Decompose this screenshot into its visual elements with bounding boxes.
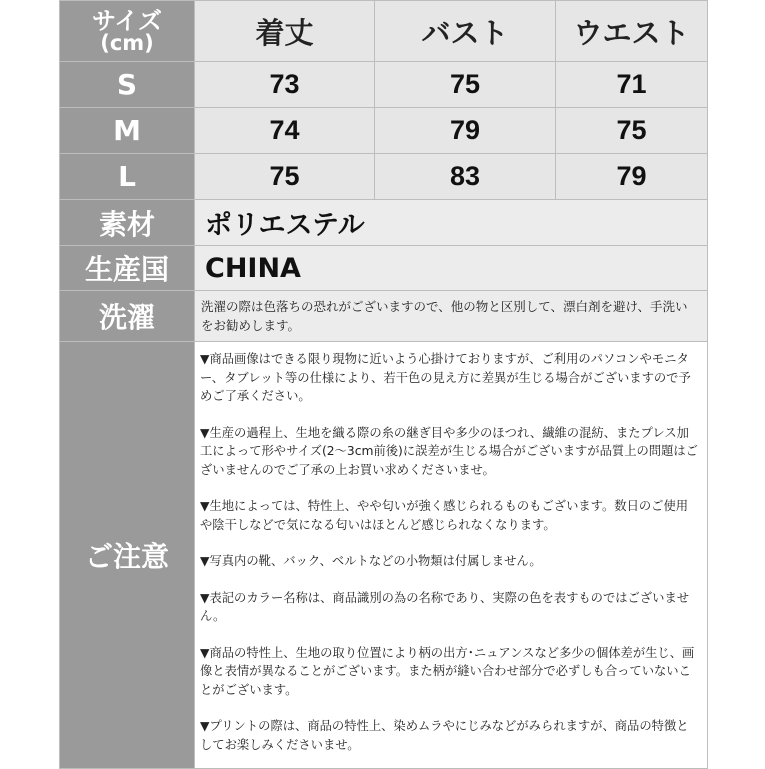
origin-row xyxy=(60,246,708,291)
note-item: ▼プリントの際は、商品の特性上、染めムラやにじみなどがみられますが、商品の特徴としてお楽しみくださいませ。 xyxy=(200,719,689,752)
note-item: ▼商品画像はできる限り現物に近いよう心掛けておりますが、ご利用のパソコンやモニター、タブレット等の仕様により、若干色の見え方に差異が生じる場合がございますので予めご了承ください。 xyxy=(200,352,691,403)
size-label: M xyxy=(60,108,195,154)
notes-row xyxy=(60,342,708,769)
notes-list xyxy=(195,342,708,769)
material-row xyxy=(60,200,708,246)
washing-text: 洗濯の際は色落ちの恐れがございますので、他の物と区別して、漂白剤を避け、手洗いをお勧めします。 xyxy=(195,291,708,342)
column-header-waist: ウエスト xyxy=(556,1,708,62)
size-unit-label: (cm) xyxy=(100,30,154,55)
bust-value: 79 xyxy=(375,108,556,154)
bust-value: 83 xyxy=(375,154,556,200)
material-label: 素材 xyxy=(60,200,195,246)
length-value: 75 xyxy=(195,154,375,200)
note-item: ▼写真内の靴、バック、ベルトなどの小物類は付属しません。 xyxy=(200,554,542,568)
note-item: ▼商品の特性上、生地の取り位置により柄の出方･ニュアンスなど多少の個体差が生じ、画像と表情が異なることがございます。また柄が縫い合わせ部分で必ずしも合っていないことがございます。 xyxy=(200,645,695,697)
table-row xyxy=(60,154,708,200)
origin-value: CHINA xyxy=(195,246,708,291)
note-item: ▼生産の過程上、生地を織る際の糸の継ぎ目や多少のほつれ、繊維の混紡、またプレス加工によって形やサイズ(2〜3cm前後)に誤差が生じる場合がございますが品質上の問題はございませんのでご了承の上お買い求めくださいませ。 xyxy=(200,425,698,477)
material-value: ポリエステル xyxy=(195,200,708,246)
length-value: 74 xyxy=(195,108,375,154)
product-info-sheet xyxy=(59,0,707,765)
origin-label: 生産国 xyxy=(60,246,195,291)
size-unit-header xyxy=(60,1,195,62)
size-header-label: サイズ xyxy=(91,6,163,35)
column-header-length: 着丈 xyxy=(195,1,375,62)
bust-value: 75 xyxy=(375,62,556,108)
size-info-table xyxy=(59,0,708,769)
washing-label: 洗濯 xyxy=(60,291,195,342)
note-item: ▼生地によっては、特性上、やや匂いが強く感じられるものもございます。数日のご使用や陰干しなどで気になる匂いはほとんど感じられなくなります。 xyxy=(200,499,689,532)
table-row xyxy=(60,62,708,108)
notes-label: ご注意 xyxy=(60,342,195,769)
waist-value: 75 xyxy=(556,108,708,154)
note-item: ▼表記のカラー名称は、商品識別の為の名称であり、実際の色を表すものではございません。 xyxy=(200,590,690,623)
table-row xyxy=(60,108,708,154)
washing-row xyxy=(60,291,708,342)
size-label: S xyxy=(60,62,195,108)
size-label: L xyxy=(60,154,195,200)
size-header-row xyxy=(60,1,708,62)
column-header-bust: バスト xyxy=(375,1,556,62)
waist-value: 79 xyxy=(556,154,708,200)
length-value: 73 xyxy=(195,62,375,108)
waist-value: 71 xyxy=(556,62,708,108)
